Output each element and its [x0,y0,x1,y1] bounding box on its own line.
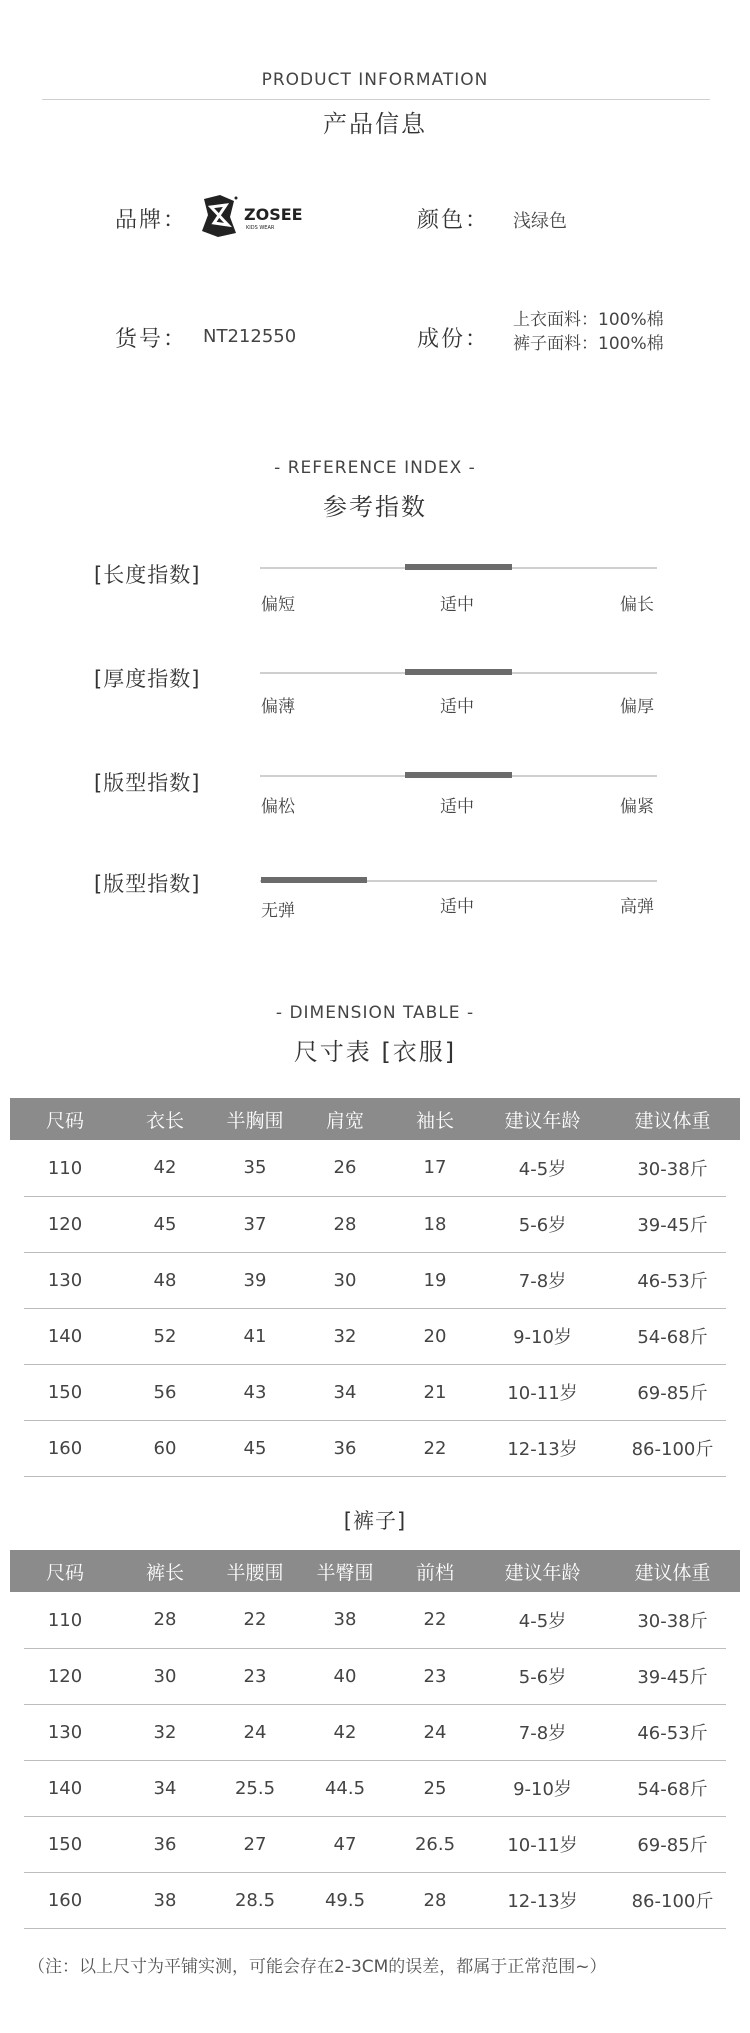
table-header-cell: 尺码 [10,1098,120,1140]
table-cell [300,1648,390,1704]
table-cell-text: 23 [423,1665,447,1687]
logo-subtext: KIDS WEAR [246,225,275,231]
table-cell-text: 21 [423,1381,447,1403]
material-top: 上衣面料：100%棉 [513,310,664,330]
table-cell [10,1872,120,1928]
reference-row-label: [版型指数] [94,872,201,896]
table-cell-text: 45 [243,1437,267,1459]
table-row [10,1420,740,1476]
reference-high-label: 偏厚 [620,697,654,717]
table-cell [390,1420,480,1476]
sku-label: 货号： [115,327,188,352]
table-cell-text: 5-6岁 [518,1667,567,1688]
table-header-cell: 半臀围 [300,1550,390,1592]
table-header-cell: 建议年龄 [480,1098,605,1140]
table-cell-text: 25 [423,1777,447,1799]
table-cell-text: 10-11岁 [507,1835,578,1856]
table-cell [390,1648,480,1704]
table-cell [390,1816,480,1872]
table-header-cell: 建议体重 [605,1098,740,1140]
table-header-cell: 建议体重 [605,1550,740,1592]
table-cell-text: 46-53斤 [637,1723,708,1744]
row-divider [24,1476,120,1477]
table-cell-text: 4-5岁 [518,1158,567,1180]
table-cell-text: 28 [153,1609,177,1631]
table-cell-text: 19 [423,1269,447,1291]
table-cell [210,1648,300,1704]
table-cell [300,1364,390,1420]
table-header-row [10,1550,740,1592]
table-cell-text: 23 [243,1665,267,1687]
table-cell-text: 150 [47,1833,83,1855]
table-row [10,1760,740,1816]
table-row [10,1252,740,1308]
table-cell [120,1816,210,1872]
table-cell-text: 36 [153,1833,177,1855]
reference-low-label: 无弹 [261,901,295,921]
table-cell [300,1872,390,1928]
pants-size-table [10,1550,740,1929]
table-row [10,1648,740,1704]
table-cell [480,1704,605,1760]
zosee-logo-icon [198,193,308,239]
table-cell-text: 69-85斤 [637,1835,708,1856]
table-row [10,1196,740,1252]
table-cell-text: 86-100斤 [631,1891,714,1912]
table-cell [120,1420,210,1476]
table-cell-text: 46-53斤 [637,1271,708,1292]
table-cell [300,1816,390,1872]
table-cell-text: 24 [243,1721,267,1743]
table-cell-text: 49.5 [324,1889,366,1911]
table-cell [120,1196,210,1252]
table-header-cell: 建议年龄 [480,1550,605,1592]
table-cell-text: 56 [153,1381,177,1403]
table-cell [605,1140,740,1196]
table-cell [390,1872,480,1928]
table-cell-text: 18 [423,1213,447,1235]
table-cell [120,1308,210,1364]
table-cell-text: 9-10岁 [513,1327,572,1348]
table-cell-text: 39 [243,1269,267,1291]
table-cell-text: 32 [153,1721,177,1743]
dimension-title-cn: 尺寸表 [衣服] [293,1038,457,1066]
table-cell [605,1308,740,1364]
color-value: 浅绿色 [513,211,567,232]
table-row [10,1704,740,1760]
reference-title-en: - REFERENCE INDEX - [274,458,476,478]
table-cell-text: 44.5 [324,1777,366,1799]
table-cell-text: 60 [153,1437,177,1459]
table-cell-text: 54-68斤 [637,1327,708,1348]
table-header-cell: 尺码 [10,1550,120,1592]
table-cell [390,1760,480,1816]
brand-logo [198,193,308,243]
table-cell [480,1816,605,1872]
table-cell-text: 24 [423,1721,447,1743]
table-cell [210,1592,300,1648]
logo-wordmark: ZOSEE [244,205,303,224]
table-cell [120,1648,210,1704]
reference-level-marker [261,877,367,883]
table-cell [480,1420,605,1476]
table-header-cell: 前档 [390,1550,480,1592]
table-cell [10,1364,120,1420]
table-cell-text: 45 [153,1213,177,1235]
material-label: 成份： [417,327,490,352]
reference-low-label: 偏薄 [261,697,295,717]
reference-level-marker [405,564,512,570]
table-cell-text: 150 [47,1381,83,1403]
table-cell [605,1196,740,1252]
table-cell [10,1420,120,1476]
reference-level-marker [405,772,512,778]
table-cell [120,1592,210,1648]
brand-label: 品牌： [115,208,188,233]
reference-high-label: 高弹 [620,897,654,917]
table-cell [300,1196,390,1252]
dimension-title-en: - DIMENSION TABLE - [275,1003,475,1023]
table-cell-text: 120 [47,1213,83,1235]
table-cell [605,1420,740,1476]
table-cell [300,1308,390,1364]
table-cell-text: 30 [333,1269,357,1291]
table-cell-text: 37 [243,1213,267,1235]
divider [42,99,710,100]
row-divider [605,1928,726,1929]
table-cell [210,1704,300,1760]
table-cell-text: 12-13岁 [507,1439,578,1460]
table-header-cell: 肩宽 [300,1098,390,1140]
table-cell [390,1592,480,1648]
table-cell-text: 27 [243,1833,267,1855]
table-cell-text: 47 [333,1833,357,1855]
table-cell [390,1252,480,1308]
table-cell-text: 43 [243,1381,267,1403]
reference-mid-label: 适中 [440,897,474,917]
table-cell-text: 140 [47,1325,83,1347]
sku-value: NT212550 [203,326,297,347]
table-cell-text: 7-8岁 [518,1723,567,1744]
table-cell [300,1140,390,1196]
table-cell [480,1196,605,1252]
table-cell [300,1252,390,1308]
table-cell-text: 86-100斤 [631,1439,714,1460]
table-cell-text: 120 [47,1665,83,1687]
reference-low-label: 偏短 [261,595,295,615]
measurement-note [28,1952,607,1977]
table-row [10,1140,740,1196]
table-cell [390,1364,480,1420]
pants-table-title: [裤子] [343,1509,407,1533]
table-cell [10,1140,120,1196]
table-cell [300,1592,390,1648]
table-cell-text: 30 [153,1665,177,1687]
table-cell-text: 28 [423,1889,447,1911]
table-cell [605,1252,740,1308]
table-cell [605,1592,740,1648]
table-cell-text: 30-38斤 [637,1159,708,1180]
table-cell [120,1364,210,1420]
table-cell-text: 28.5 [234,1889,276,1911]
reference-mid-label: 适中 [440,697,474,717]
table-cell-text: 30-38斤 [637,1611,708,1632]
row-divider [605,1476,726,1477]
table-cell-text: 25.5 [234,1777,276,1799]
table-cell-text: 160 [47,1437,83,1459]
table-cell-text: 42 [333,1721,357,1743]
table-row [10,1816,740,1872]
table-row [10,1592,740,1648]
table-header-cell: 袖长 [390,1098,480,1140]
table-cell-text: 69-85斤 [637,1383,708,1404]
table-cell-text: 10-11岁 [507,1383,578,1404]
table-cell-text: 9-10岁 [513,1779,572,1800]
table-cell-text: 7-8岁 [518,1271,567,1292]
table-cell [605,1872,740,1928]
reference-high-label: 偏长 [620,595,654,615]
table-cell [390,1196,480,1252]
measurement-note-text: （注：以上尺寸为平铺实测，可能会存在2-3CM的误差，都属于正常范围~） [28,1957,607,1977]
table-cell-text: 22 [243,1609,267,1631]
table-cell-text: 130 [47,1721,83,1743]
reference-low-label: 偏松 [261,797,295,817]
reference-title-cn: 参考指数 [323,493,427,521]
table-cell [10,1704,120,1760]
table-cell [210,1196,300,1252]
table-cell [210,1760,300,1816]
table-cell-text: 32 [333,1325,357,1347]
table-cell-text: 4-5岁 [518,1610,567,1632]
reference-row-label: [版型指数] [94,771,201,795]
table-cell [390,1140,480,1196]
product-info-title-cn: 产品信息 [323,110,427,138]
table-cell [480,1872,605,1928]
table-cell-text: 5-6岁 [518,1215,567,1236]
table-cell [605,1704,740,1760]
table-cell [10,1760,120,1816]
row-divider [24,1928,120,1929]
table-cell [210,1140,300,1196]
table-cell-text: 160 [47,1889,83,1911]
table-cell [120,1704,210,1760]
table-cell [210,1364,300,1420]
table-cell [605,1760,740,1816]
table-header-cell: 裤长 [120,1550,210,1592]
table-cell-text: 39-45斤 [637,1215,708,1236]
table-cell-text: 22 [423,1609,447,1631]
table-cell [120,1140,210,1196]
table-row [10,1872,740,1928]
table-cell [210,1420,300,1476]
table-cell [480,1252,605,1308]
table-cell-text: 38 [153,1889,177,1911]
table-cell [390,1308,480,1364]
table-cell [210,1816,300,1872]
reference-row-label: [长度指数] [94,563,201,587]
table-cell [210,1252,300,1308]
table-header-cell: 半胸围 [210,1098,300,1140]
table-cell-text: 48 [153,1269,177,1291]
table-cell [300,1420,390,1476]
table-cell [480,1308,605,1364]
table-cell [10,1648,120,1704]
table-header-row [10,1098,740,1140]
table-cell-text: 42 [153,1157,177,1179]
table-cell [480,1760,605,1816]
table-cell [300,1704,390,1760]
table-cell [605,1364,740,1420]
table-cell-text: 41 [243,1325,267,1347]
table-cell [10,1252,120,1308]
table-cell [10,1592,120,1648]
table-cell [480,1140,605,1196]
reference-level-marker [405,669,512,675]
table-cell-text: 28 [333,1213,357,1235]
table-row [10,1364,740,1420]
table-cell [480,1648,605,1704]
table-cell [10,1308,120,1364]
table-cell-text: 34 [153,1777,177,1799]
table-cell [120,1872,210,1928]
material-pants: 裤子面料：100%棉 [513,334,664,354]
table-cell [300,1760,390,1816]
table-cell [480,1592,605,1648]
table-cell-text: 34 [333,1381,357,1403]
table-cell-text: 130 [47,1269,83,1291]
table-cell [210,1872,300,1928]
table-cell-text: 110 [47,1157,83,1179]
reference-high-label: 偏紧 [620,797,654,817]
color-label: 颜色： [417,208,490,233]
table-cell-text: 17 [423,1157,447,1179]
table-cell-text: 40 [333,1665,357,1687]
product-info-title-en: PRODUCT INFORMATION [261,70,489,90]
reference-row-label: [厚度指数] [94,667,201,691]
table-cell-text: 26 [333,1157,357,1179]
table-cell-text: 54-68斤 [637,1779,708,1800]
table-cell [120,1252,210,1308]
table-cell-text: 26.5 [414,1833,456,1855]
reference-mid-label: 适中 [440,595,474,615]
table-cell-text: 52 [153,1325,177,1347]
table-cell [390,1704,480,1760]
table-cell [210,1308,300,1364]
table-row [10,1308,740,1364]
table-cell [605,1648,740,1704]
clothes-size-table [10,1098,740,1477]
table-header-cell: 衣长 [120,1098,210,1140]
reference-mid-label: 适中 [440,797,474,817]
table-cell [605,1816,740,1872]
table-cell-text: 12-13岁 [507,1891,578,1912]
table-cell-text: 36 [333,1437,357,1459]
table-cell [10,1196,120,1252]
table-cell-text: 22 [423,1437,447,1459]
table-cell-text: 39-45斤 [637,1667,708,1688]
table-cell [10,1816,120,1872]
table-header-cell: 半腰围 [210,1550,300,1592]
table-cell [120,1760,210,1816]
table-cell-text: 140 [47,1777,83,1799]
table-cell-text: 38 [333,1609,357,1631]
table-cell-text: 35 [243,1157,267,1179]
table-cell-text: 20 [423,1325,447,1347]
table-cell-text: 110 [47,1609,83,1631]
table-cell [480,1364,605,1420]
